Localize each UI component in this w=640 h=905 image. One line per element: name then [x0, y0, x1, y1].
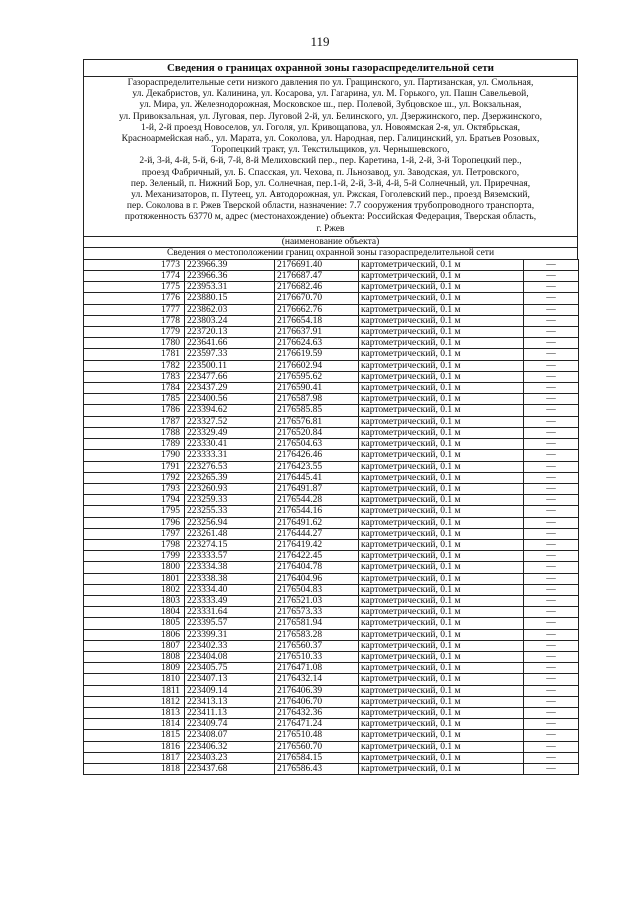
description-line: пер. Зеленый, п. Нижний Бор, ул. Солнечная, пер.1-й, 2-й, 3-й, 4-й, 5-й Солнечный, ул. Приречная,: [130, 178, 531, 189]
y-coordinate-cell: 2176560.37: [275, 640, 359, 651]
y-coordinate-cell: 2176544.28: [275, 495, 359, 506]
x-coordinate-cell: 223394.62: [185, 405, 275, 416]
x-coordinate-cell: 223405.75: [185, 663, 275, 674]
method-cell: картометрический, 0.1 м: [359, 607, 524, 618]
table-row: [84, 304, 579, 315]
method-cell: картометрический, 0.1 м: [359, 562, 524, 573]
x-coordinate-cell: 223261.48: [185, 528, 275, 539]
description-cell: —: [524, 360, 579, 371]
table-row: [84, 416, 579, 427]
table-row: [84, 618, 579, 629]
point-number-cell: 1809: [84, 663, 185, 674]
table-row: [84, 741, 579, 752]
table-row: [84, 427, 579, 438]
description-cell: —: [524, 629, 579, 640]
document-title: Сведения о границах охранной зоны газораспределительной сети: [84, 60, 577, 77]
x-coordinate-cell: 223803.24: [185, 315, 275, 326]
table-row: [84, 506, 579, 517]
description-cell: —: [524, 651, 579, 662]
x-coordinate-cell: 223255.33: [185, 506, 275, 517]
description-cell: —: [524, 719, 579, 730]
x-coordinate-cell: 223597.33: [185, 349, 275, 360]
y-coordinate-cell: 2176432.36: [275, 707, 359, 718]
y-coordinate-cell: 2176444.27: [275, 528, 359, 539]
table-row: [84, 640, 579, 651]
y-coordinate-cell: 2176419.42: [275, 539, 359, 550]
table-row: [84, 573, 579, 584]
point-number-cell: 1776: [84, 293, 185, 304]
table-row: [84, 752, 579, 763]
method-cell: картометрический, 0.1 м: [359, 506, 524, 517]
point-number-cell: 1806: [84, 629, 185, 640]
method-cell: картометрический, 0.1 м: [359, 271, 524, 282]
y-coordinate-cell: 2176682.46: [275, 282, 359, 293]
description-line: ул. Мира, ул. Железнодорожная, Московское ш., пер. Полевой, Зубцовское ш., ул. Вокзальная,: [139, 100, 522, 111]
x-coordinate-cell: 223408.07: [185, 730, 275, 741]
method-cell: картометрический, 0.1 м: [359, 282, 524, 293]
table-row: [84, 562, 579, 573]
description-cell: —: [524, 663, 579, 674]
table-row: [84, 495, 579, 506]
y-coordinate-cell: 2176404.78: [275, 562, 359, 573]
table-row: [84, 360, 579, 371]
point-number-cell: 1783: [84, 371, 185, 382]
point-number-cell: 1797: [84, 528, 185, 539]
description-cell: —: [524, 607, 579, 618]
description-cell: —: [524, 327, 579, 338]
description-line: 1-й, 2-й проезд Новоселов, ул. Гоголя, ул. Кривощапова, ул. Новоямская 2-я, ул. Октябрьская,: [141, 122, 520, 133]
y-coordinate-cell: 2176602.94: [275, 360, 359, 371]
description-cell: —: [524, 472, 579, 483]
y-coordinate-cell: 2176510.48: [275, 730, 359, 741]
y-coordinate-cell: 2176422.45: [275, 551, 359, 562]
method-cell: картометрический, 0.1 м: [359, 584, 524, 595]
table-row: [84, 349, 579, 360]
description-cell: —: [524, 282, 579, 293]
table-row: [84, 539, 579, 550]
table-row: [84, 707, 579, 718]
description-cell: —: [524, 562, 579, 573]
point-number-cell: 1807: [84, 640, 185, 651]
point-number-cell: 1784: [84, 383, 185, 394]
description-cell: —: [524, 539, 579, 550]
table-row: [84, 607, 579, 618]
description-cell: —: [524, 685, 579, 696]
y-coordinate-cell: 2176586.43: [275, 763, 359, 774]
point-number-cell: 1811: [84, 685, 185, 696]
point-number-cell: 1813: [84, 707, 185, 718]
method-cell: картометрический, 0.1 м: [359, 427, 524, 438]
description-cell: —: [524, 495, 579, 506]
x-coordinate-cell: 223404.08: [185, 651, 275, 662]
boundary-document: [83, 59, 578, 775]
method-cell: картометрический, 0.1 м: [359, 674, 524, 685]
table-row: [84, 338, 579, 349]
description-cell: —: [524, 349, 579, 360]
x-coordinate-cell: 223437.68: [185, 763, 275, 774]
object-description: [84, 77, 577, 236]
point-number-cell: 1796: [84, 517, 185, 528]
point-number-cell: 1815: [84, 730, 185, 741]
x-coordinate-cell: 223862.03: [185, 304, 275, 315]
x-coordinate-cell: 223641.66: [185, 338, 275, 349]
point-number-cell: 1775: [84, 282, 185, 293]
y-coordinate-cell: 2176510.33: [275, 651, 359, 662]
table-row: [84, 394, 579, 405]
y-coordinate-cell: 2176590.41: [275, 383, 359, 394]
point-number-cell: 1794: [84, 495, 185, 506]
description-cell: —: [524, 763, 579, 774]
description-cell: —: [524, 573, 579, 584]
description-line: 2-й, 3-й, 4-й, 5-й, 6-й, 7-й, 8-й Мелиховский пер., пер. Каретина, 1-й, 2-й, 3-й Торопецкий пер.,: [139, 156, 522, 167]
table-row: [84, 663, 579, 674]
table-row: [84, 293, 579, 304]
y-coordinate-cell: 2176691.40: [275, 259, 359, 270]
x-coordinate-cell: 223399.31: [185, 629, 275, 640]
y-coordinate-cell: 2176560.70: [275, 741, 359, 752]
method-cell: картометрический, 0.1 м: [359, 651, 524, 662]
y-coordinate-cell: 2176624.63: [275, 338, 359, 349]
method-cell: картометрический, 0.1 м: [359, 551, 524, 562]
page-number: 119: [310, 34, 330, 49]
x-coordinate-cell: 223276.53: [185, 461, 275, 472]
method-cell: картометрический, 0.1 м: [359, 360, 524, 371]
point-number-cell: 1810: [84, 674, 185, 685]
description-cell: —: [524, 271, 579, 282]
y-coordinate-cell: 2176406.70: [275, 696, 359, 707]
method-cell: картометрический, 0.1 м: [359, 338, 524, 349]
point-number-cell: 1812: [84, 696, 185, 707]
description-cell: —: [524, 371, 579, 382]
description-cell: —: [524, 551, 579, 562]
table-row: [84, 439, 579, 450]
x-coordinate-cell: 223406.32: [185, 741, 275, 752]
method-cell: картометрический, 0.1 м: [359, 405, 524, 416]
description-cell: —: [524, 338, 579, 349]
method-cell: картометрический, 0.1 м: [359, 707, 524, 718]
description-line: Красноармейская наб., ул. Марата, ул. Соколова, ул. Народная, пер. Галицинский, ул. Братьев Розовых,: [121, 134, 540, 145]
point-number-cell: 1788: [84, 427, 185, 438]
table-row: [84, 651, 579, 662]
description-cell: —: [524, 707, 579, 718]
table-row: [84, 371, 579, 382]
description-cell: —: [524, 394, 579, 405]
y-coordinate-cell: 2176471.24: [275, 719, 359, 730]
method-cell: картометрический, 0.1 м: [359, 752, 524, 763]
x-coordinate-cell: 223407.13: [185, 674, 275, 685]
method-cell: картометрический, 0.1 м: [359, 327, 524, 338]
coordinates-table-body: [84, 259, 579, 774]
method-cell: картометрический, 0.1 м: [359, 315, 524, 326]
description-cell: —: [524, 427, 579, 438]
x-coordinate-cell: 223333.31: [185, 450, 275, 461]
description-cell: —: [524, 383, 579, 394]
location-heading: Сведения о местоположении границ охранной зоны газораспределительной сети: [84, 247, 577, 259]
method-cell: картометрический, 0.1 м: [359, 618, 524, 629]
table-row: [84, 405, 579, 416]
table-row: [84, 674, 579, 685]
point-number-cell: 1785: [84, 394, 185, 405]
method-cell: картометрический, 0.1 м: [359, 416, 524, 427]
description-cell: —: [524, 439, 579, 450]
point-number-cell: 1793: [84, 483, 185, 494]
x-coordinate-cell: 223409.74: [185, 719, 275, 730]
point-number-cell: 1779: [84, 327, 185, 338]
x-coordinate-cell: 223477.66: [185, 371, 275, 382]
description-cell: —: [524, 259, 579, 270]
method-cell: картометрический, 0.1 м: [359, 539, 524, 550]
table-row: [84, 259, 579, 270]
description-cell: —: [524, 595, 579, 606]
method-cell: картометрический, 0.1 м: [359, 483, 524, 494]
description-cell: —: [524, 315, 579, 326]
x-coordinate-cell: 223402.33: [185, 640, 275, 651]
x-coordinate-cell: 223329.49: [185, 427, 275, 438]
method-cell: картометрический, 0.1 м: [359, 304, 524, 315]
description-cell: —: [524, 304, 579, 315]
table-row: [84, 327, 579, 338]
table-row: [84, 271, 579, 282]
x-coordinate-cell: 223403.23: [185, 752, 275, 763]
point-number-cell: 1781: [84, 349, 185, 360]
table-row: [84, 461, 579, 472]
method-cell: картометрический, 0.1 м: [359, 293, 524, 304]
point-number-cell: 1804: [84, 607, 185, 618]
table-row: [84, 472, 579, 483]
point-number-cell: 1789: [84, 439, 185, 450]
point-number-cell: 1780: [84, 338, 185, 349]
x-coordinate-cell: 223437.29: [185, 383, 275, 394]
method-cell: картометрический, 0.1 м: [359, 663, 524, 674]
y-coordinate-cell: 2176445.41: [275, 472, 359, 483]
y-coordinate-cell: 2176654.18: [275, 315, 359, 326]
method-cell: картометрический, 0.1 м: [359, 349, 524, 360]
x-coordinate-cell: 223400.56: [185, 394, 275, 405]
method-cell: картометрический, 0.1 м: [359, 696, 524, 707]
point-number-cell: 1777: [84, 304, 185, 315]
method-cell: картометрический, 0.1 м: [359, 383, 524, 394]
point-number-cell: 1773: [84, 259, 185, 270]
x-coordinate-cell: 223953.31: [185, 282, 275, 293]
y-coordinate-cell: 2176595.62: [275, 371, 359, 382]
description-cell: —: [524, 416, 579, 427]
description-cell: —: [524, 461, 579, 472]
table-row: [84, 584, 579, 595]
y-coordinate-cell: 2176662.76: [275, 304, 359, 315]
y-coordinate-cell: 2176432.14: [275, 674, 359, 685]
method-cell: картометрический, 0.1 м: [359, 439, 524, 450]
description-line: ул. Механизаторов, п. Путеец, ул. Автодорожная, ул. Ржская, Гоголевский пер., проезд Вяземский,: [131, 190, 530, 201]
x-coordinate-cell: 223265.39: [185, 472, 275, 483]
y-coordinate-cell: 2176520.84: [275, 427, 359, 438]
description-line: г. Ржев: [316, 223, 345, 234]
y-coordinate-cell: 2176587.98: [275, 394, 359, 405]
y-coordinate-cell: 2176670.70: [275, 293, 359, 304]
x-coordinate-cell: 223500.11: [185, 360, 275, 371]
description-cell: —: [524, 674, 579, 685]
x-coordinate-cell: 223274.15: [185, 539, 275, 550]
point-number-cell: 1791: [84, 461, 185, 472]
method-cell: картометрический, 0.1 м: [359, 685, 524, 696]
point-number-cell: 1817: [84, 752, 185, 763]
y-coordinate-cell: 2176404.96: [275, 573, 359, 584]
point-number-cell: 1787: [84, 416, 185, 427]
point-number-cell: 1801: [84, 573, 185, 584]
description-cell: —: [524, 450, 579, 461]
x-coordinate-cell: 223330.41: [185, 439, 275, 450]
point-number-cell: 1800: [84, 562, 185, 573]
description-line: протяженность 63770 м, адрес (местонахождение) объекта: Российская Федерация, Тверская область,: [124, 212, 537, 223]
y-coordinate-cell: 2176581.94: [275, 618, 359, 629]
y-coordinate-cell: 2176491.87: [275, 483, 359, 494]
method-cell: картометрический, 0.1 м: [359, 640, 524, 651]
table-row: [84, 763, 579, 774]
table-row: [84, 685, 579, 696]
y-coordinate-cell: 2176544.16: [275, 506, 359, 517]
point-number-cell: 1795: [84, 506, 185, 517]
description-cell: —: [524, 506, 579, 517]
table-row: [84, 528, 579, 539]
x-coordinate-cell: 223333.57: [185, 551, 275, 562]
y-coordinate-cell: 2176637.91: [275, 327, 359, 338]
method-cell: картометрический, 0.1 м: [359, 517, 524, 528]
x-coordinate-cell: 223409.14: [185, 685, 275, 696]
point-number-cell: 1818: [84, 763, 185, 774]
table-row: [84, 595, 579, 606]
method-cell: картометрический, 0.1 м: [359, 450, 524, 461]
x-coordinate-cell: 223259.33: [185, 495, 275, 506]
method-cell: картометрический, 0.1 м: [359, 371, 524, 382]
y-coordinate-cell: 2176406.39: [275, 685, 359, 696]
description-line: Торопецкий тракт, ул. Текстильщиков, ул. Чернышевского,: [211, 145, 450, 156]
description-cell: —: [524, 730, 579, 741]
description-line: проезд Фабричный, ул. Б. Спасская, ул. Чехова, п. Льнозавод, ул. Заводская, ул. Петровского,: [141, 167, 520, 178]
point-number-cell: 1802: [84, 584, 185, 595]
x-coordinate-cell: 223333.49: [185, 595, 275, 606]
method-cell: картометрический, 0.1 м: [359, 472, 524, 483]
y-coordinate-cell: 2176471.08: [275, 663, 359, 674]
point-number-cell: 1786: [84, 405, 185, 416]
y-coordinate-cell: 2176687.47: [275, 271, 359, 282]
description-cell: —: [524, 405, 579, 416]
description-line: пер. Соколова в г. Ржев Тверской области, назначение: 7.7 сооружения трубопроводного транспорта,: [126, 201, 535, 212]
method-cell: картометрический, 0.1 м: [359, 741, 524, 752]
x-coordinate-cell: 223338.38: [185, 573, 275, 584]
table-row: [84, 517, 579, 528]
method-cell: картометрический, 0.1 м: [359, 259, 524, 270]
table-row: [84, 383, 579, 394]
table-row: [84, 696, 579, 707]
x-coordinate-cell: 223720.13: [185, 327, 275, 338]
point-number-cell: 1790: [84, 450, 185, 461]
description-cell: —: [524, 528, 579, 539]
x-coordinate-cell: 223334.38: [185, 562, 275, 573]
description-cell: —: [524, 483, 579, 494]
point-number-cell: 1792: [84, 472, 185, 483]
y-coordinate-cell: 2176583.28: [275, 629, 359, 640]
point-number-cell: 1803: [84, 595, 185, 606]
table-row: [84, 719, 579, 730]
x-coordinate-cell: 223880.15: [185, 293, 275, 304]
method-cell: картометрический, 0.1 м: [359, 629, 524, 640]
table-row: [84, 730, 579, 741]
method-cell: картометрический, 0.1 м: [359, 461, 524, 472]
x-coordinate-cell: 223395.57: [185, 618, 275, 629]
method-cell: картометрический, 0.1 м: [359, 763, 524, 774]
y-coordinate-cell: 2176576.81: [275, 416, 359, 427]
point-number-cell: 1816: [84, 741, 185, 752]
method-cell: картометрический, 0.1 м: [359, 528, 524, 539]
method-cell: картометрический, 0.1 м: [359, 495, 524, 506]
y-coordinate-cell: 2176491.62: [275, 517, 359, 528]
y-coordinate-cell: 2176584.15: [275, 752, 359, 763]
description-cell: —: [524, 293, 579, 304]
point-number-cell: 1799: [84, 551, 185, 562]
y-coordinate-cell: 2176426.46: [275, 450, 359, 461]
y-coordinate-cell: 2176573.33: [275, 607, 359, 618]
point-number-cell: 1782: [84, 360, 185, 371]
point-number-cell: 1778: [84, 315, 185, 326]
method-cell: картометрический, 0.1 м: [359, 573, 524, 584]
y-coordinate-cell: 2176619.59: [275, 349, 359, 360]
description-cell: —: [524, 696, 579, 707]
y-coordinate-cell: 2176585.85: [275, 405, 359, 416]
description-cell: —: [524, 752, 579, 763]
x-coordinate-cell: 223966.36: [185, 271, 275, 282]
description-line: ул. Привокзальная, ул. Луговая, пер. Луговой 2-й, ул. Белинского, ул. Дзержинского, пер. Дзержинского,: [119, 111, 542, 122]
point-number-cell: 1805: [84, 618, 185, 629]
y-coordinate-cell: 2176521.03: [275, 595, 359, 606]
table-row: [84, 450, 579, 461]
description-line: ул. Декабристов, ул. Калинина, ул. Косарова, ул. Гагарина, ул. М. Горького, ул. Пашн Савельевой,: [132, 89, 529, 100]
x-coordinate-cell: 223411.13: [185, 707, 275, 718]
description-cell: —: [524, 517, 579, 528]
table-row: [84, 282, 579, 293]
method-cell: картометрический, 0.1 м: [359, 730, 524, 741]
point-number-cell: 1814: [84, 719, 185, 730]
x-coordinate-cell: 223327.52: [185, 416, 275, 427]
description-cell: —: [524, 741, 579, 752]
x-coordinate-cell: 223260.93: [185, 483, 275, 494]
point-number-cell: 1808: [84, 651, 185, 662]
method-cell: картометрический, 0.1 м: [359, 394, 524, 405]
x-coordinate-cell: 223256.94: [185, 517, 275, 528]
method-cell: картометрический, 0.1 м: [359, 719, 524, 730]
x-coordinate-cell: 223331.64: [185, 607, 275, 618]
table-row: [84, 315, 579, 326]
table-row: [84, 629, 579, 640]
table-row: [84, 551, 579, 562]
y-coordinate-cell: 2176423.55: [275, 461, 359, 472]
header-block: [83, 59, 578, 259]
method-cell: картометрический, 0.1 м: [359, 595, 524, 606]
x-coordinate-cell: 223966.39: [185, 259, 275, 270]
coordinates-table: [83, 259, 579, 775]
y-coordinate-cell: 2176504.63: [275, 439, 359, 450]
y-coordinate-cell: 2176504.83: [275, 584, 359, 595]
x-coordinate-cell: 223413.13: [185, 696, 275, 707]
description-cell: —: [524, 618, 579, 629]
point-number-cell: 1774: [84, 271, 185, 282]
description-cell: —: [524, 584, 579, 595]
table-row: [84, 483, 579, 494]
description-line: Газораспределительные сети низкого давления по ул. Гращинского, ул. Партизанская, ул. Смольная,: [127, 78, 534, 88]
x-coordinate-cell: 223334.40: [185, 584, 275, 595]
point-number-cell: 1798: [84, 539, 185, 550]
object-label: (наименование объекта): [84, 236, 577, 248]
description-cell: —: [524, 640, 579, 651]
